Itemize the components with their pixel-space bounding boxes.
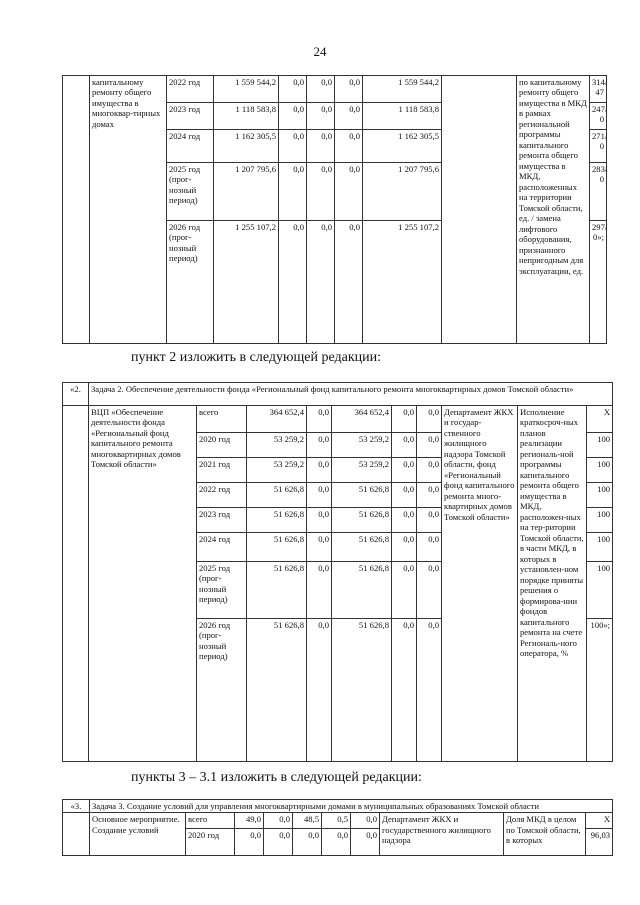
extra-budget-cell: 1 118 583,8 (363, 103, 442, 130)
local-cell: 0,0 (335, 130, 363, 163)
executor-cell: Департамент ЖКХ и государственного жилищного надзора (380, 813, 504, 856)
table-3 (62, 799, 613, 856)
total-cell: 1 162 305,5 (214, 130, 279, 163)
local-cell: 0,0 (335, 221, 363, 344)
indicator-value: 100 (587, 433, 613, 458)
number-cell (63, 813, 90, 856)
total-cell: 1 255 107,2 (214, 221, 279, 344)
year-cell: 2020 год (186, 829, 235, 856)
year-cell: 2023 год (197, 508, 247, 533)
federal-cell: 0,0 (307, 562, 332, 619)
federal-cell: 0,0 (307, 433, 332, 458)
total-cell: 51 626,8 (247, 619, 307, 762)
federal-cell: 0,0 (279, 130, 307, 163)
federal-cell: 0,0 (307, 458, 332, 483)
total-cell: 51 626,8 (247, 562, 307, 619)
regional-cell: 0,0 (307, 76, 335, 103)
task-number: «3. (63, 800, 90, 813)
indicator-value: 283/ 0 (590, 163, 607, 221)
indicator-value: 100 (587, 458, 613, 483)
regional-cell: 51 626,8 (332, 483, 392, 508)
total-cell: 364 652,4 (247, 406, 307, 433)
federal-cell: 0,0 (307, 483, 332, 508)
extra-budget-cell: 0,0 (417, 619, 442, 762)
task-number: «2. (63, 383, 89, 406)
number-cell (63, 406, 89, 762)
year-cell: 2026 год (прог-нозный период) (197, 619, 247, 762)
total-cell: 1 118 583,8 (214, 103, 279, 130)
federal-cell: 0,0 (264, 829, 293, 856)
total-cell: 1 207 795,6 (214, 163, 279, 221)
local-cell: 0,0 (392, 458, 417, 483)
federal-cell: 0,0 (307, 533, 332, 562)
indicator-value: 271/ 0 (590, 130, 607, 163)
extra-budget-cell: 0,0 (351, 829, 380, 856)
local-cell: 0,0 (335, 163, 363, 221)
task-title: Задача 3. Создание условий для управления многоквартирными домами в муниципальных образованиях Томской области (90, 800, 613, 813)
regional-cell: 53 259,2 (332, 458, 392, 483)
indicator-name: Исполнение краткосроч-ных планов реализации региональ-ной программы капитального ремонта общего имущества в МКД, расположен-ных на тер-ритории Томской области, в части МКД, в которых в установлен-ном порядке приняты решения о формирова-нии фондов капитального ремонта на счете Региональ-ного оператора, % (518, 406, 587, 762)
year-cell: 2021 год (197, 458, 247, 483)
federal-cell: 0,0 (307, 406, 332, 433)
heading-item-2: пункт 2 изложить в следующей редакции: (131, 350, 381, 365)
extra-budget-cell: 0,0 (417, 458, 442, 483)
regional-cell: 53 259,2 (332, 433, 392, 458)
total-cell: 51 626,8 (247, 508, 307, 533)
regional-cell: 0,0 (307, 103, 335, 130)
extra-budget-cell: 1 559 544,2 (363, 76, 442, 103)
page-number: 24 (313, 44, 327, 59)
indicator-value: 247/ 0 (590, 103, 607, 130)
year-cell: 2022 год (167, 76, 214, 103)
indicator-value: 100 (587, 483, 613, 508)
local-cell: 0,0 (392, 508, 417, 533)
extra-budget-cell: 0,0 (417, 406, 442, 433)
indicator-value: 96,03 (586, 829, 613, 856)
regional-cell: 0,0 (307, 163, 335, 221)
extra-budget-cell: 0,0 (351, 813, 380, 829)
regional-cell: 51 626,8 (332, 562, 392, 619)
indicator-value: 100 (587, 533, 613, 562)
table-row (63, 76, 607, 103)
indicator-value: 297/ 0»; (590, 221, 607, 344)
year-cell: всего (197, 406, 247, 433)
regional-cell: 51 626,8 (332, 533, 392, 562)
regional-cell: 364 652,4 (332, 406, 392, 433)
year-cell: 2024 год (167, 130, 214, 163)
indicator-value: 100 (587, 562, 613, 619)
local-cell: 0,0 (392, 433, 417, 458)
year-cell: 2025 год (прог-нозный период) (167, 163, 214, 221)
total-cell: 53 259,2 (247, 433, 307, 458)
total-cell: 0,0 (235, 829, 264, 856)
extra-budget-cell: 1 207 795,6 (363, 163, 442, 221)
regional-cell: 51 626,8 (332, 508, 392, 533)
local-cell: 0,0 (392, 483, 417, 508)
table-2 (62, 382, 613, 762)
regional-cell: 0,0 (307, 221, 335, 344)
year-cell: 2024 год (197, 533, 247, 562)
indicator-value: 100 (587, 508, 613, 533)
local-cell: 0,0 (335, 76, 363, 103)
number-cell (63, 76, 90, 344)
extra-budget-cell: 0,0 (417, 533, 442, 562)
regional-cell: 0,0 (307, 130, 335, 163)
total-cell: 53 259,2 (247, 458, 307, 483)
indicator-value: Х (586, 813, 613, 829)
total-cell: 1 559 544,2 (214, 76, 279, 103)
federal-cell: 0,0 (307, 619, 332, 762)
local-cell: 0,0 (392, 406, 417, 433)
total-cell: 51 626,8 (247, 533, 307, 562)
task-row (63, 383, 613, 406)
federal-cell: 0,0 (279, 76, 307, 103)
measure-name: капитальному ремонту общего имущества в многоквар-тирных домах (90, 76, 167, 344)
year-cell: 2025 год (прог-нозный период) (197, 562, 247, 619)
local-cell: 0,0 (392, 533, 417, 562)
indicator-name: по капитальному ремонту общего имущества в МКД в рамках региональной программы капитального ремонта общего имущества в МКД, расположенных на территории Томской области, ед. / замена лифтового оборудования, признанного непригодным для эксплуатации, ед. (517, 76, 590, 344)
extra-budget-cell: 0,0 (417, 508, 442, 533)
federal-cell: 0,0 (279, 103, 307, 130)
executor-cell: Департамент ЖКХ и государ-ственного жилищного надзора Томской области, фонд «Региональный фонд капитального ремонта много-квартирных домов Томской области» (442, 406, 518, 762)
federal-cell: 0,0 (307, 508, 332, 533)
regional-cell: 48,5 (293, 813, 322, 829)
extra-budget-cell: 1 162 305,5 (363, 130, 442, 163)
local-cell: 0,0 (392, 562, 417, 619)
extra-budget-cell: 0,0 (417, 483, 442, 508)
table-row (63, 406, 613, 433)
local-cell: 0,0 (322, 829, 351, 856)
extra-budget-cell: 0,0 (417, 433, 442, 458)
indicator-value: 100»; (587, 619, 613, 762)
year-cell: всего (186, 813, 235, 829)
year-cell: 2022 год (197, 483, 247, 508)
year-cell: 2023 год (167, 103, 214, 130)
task-title: Задача 2. Обеспечение деятельности фонда «Региональный фонд капитального ремонта многоквартирных домов Томской области» (89, 383, 613, 406)
extra-budget-cell: 0,0 (417, 562, 442, 619)
indicator-name: Доля МКД в целом по Томской области, в которых (504, 813, 586, 856)
local-cell: 0,0 (335, 103, 363, 130)
year-cell: 2026 год (прог-нозный период) (167, 221, 214, 344)
heading-items-3: пункты 3 – 3.1 изложить в следующей редакции: (131, 770, 422, 785)
measure-name: Основное мероприятие. Создание условий (90, 813, 186, 856)
extra-budget-cell: 1 255 107,2 (363, 221, 442, 344)
federal-cell: 0,0 (264, 813, 293, 829)
indicator-value: 314/ 47 (590, 76, 607, 103)
regional-cell: 0,0 (293, 829, 322, 856)
total-cell: 51 626,8 (247, 483, 307, 508)
federal-cell: 0,0 (279, 163, 307, 221)
task-row (63, 800, 613, 813)
year-cell: 2020 год (197, 433, 247, 458)
executor-cell (442, 76, 517, 344)
measure-name: ВЦП «Обеспечение деятельности фонда «Региональный фонд капитального ремонта многоквартирных домов Томской области» (89, 406, 197, 762)
regional-cell: 51 626,8 (332, 619, 392, 762)
local-cell: 0,0 (392, 619, 417, 762)
indicator-value: Х (587, 406, 613, 433)
local-cell: 0,5 (322, 813, 351, 829)
federal-cell: 0,0 (279, 221, 307, 344)
table-1 (62, 75, 607, 344)
table-row (63, 813, 613, 829)
total-cell: 49,0 (235, 813, 264, 829)
